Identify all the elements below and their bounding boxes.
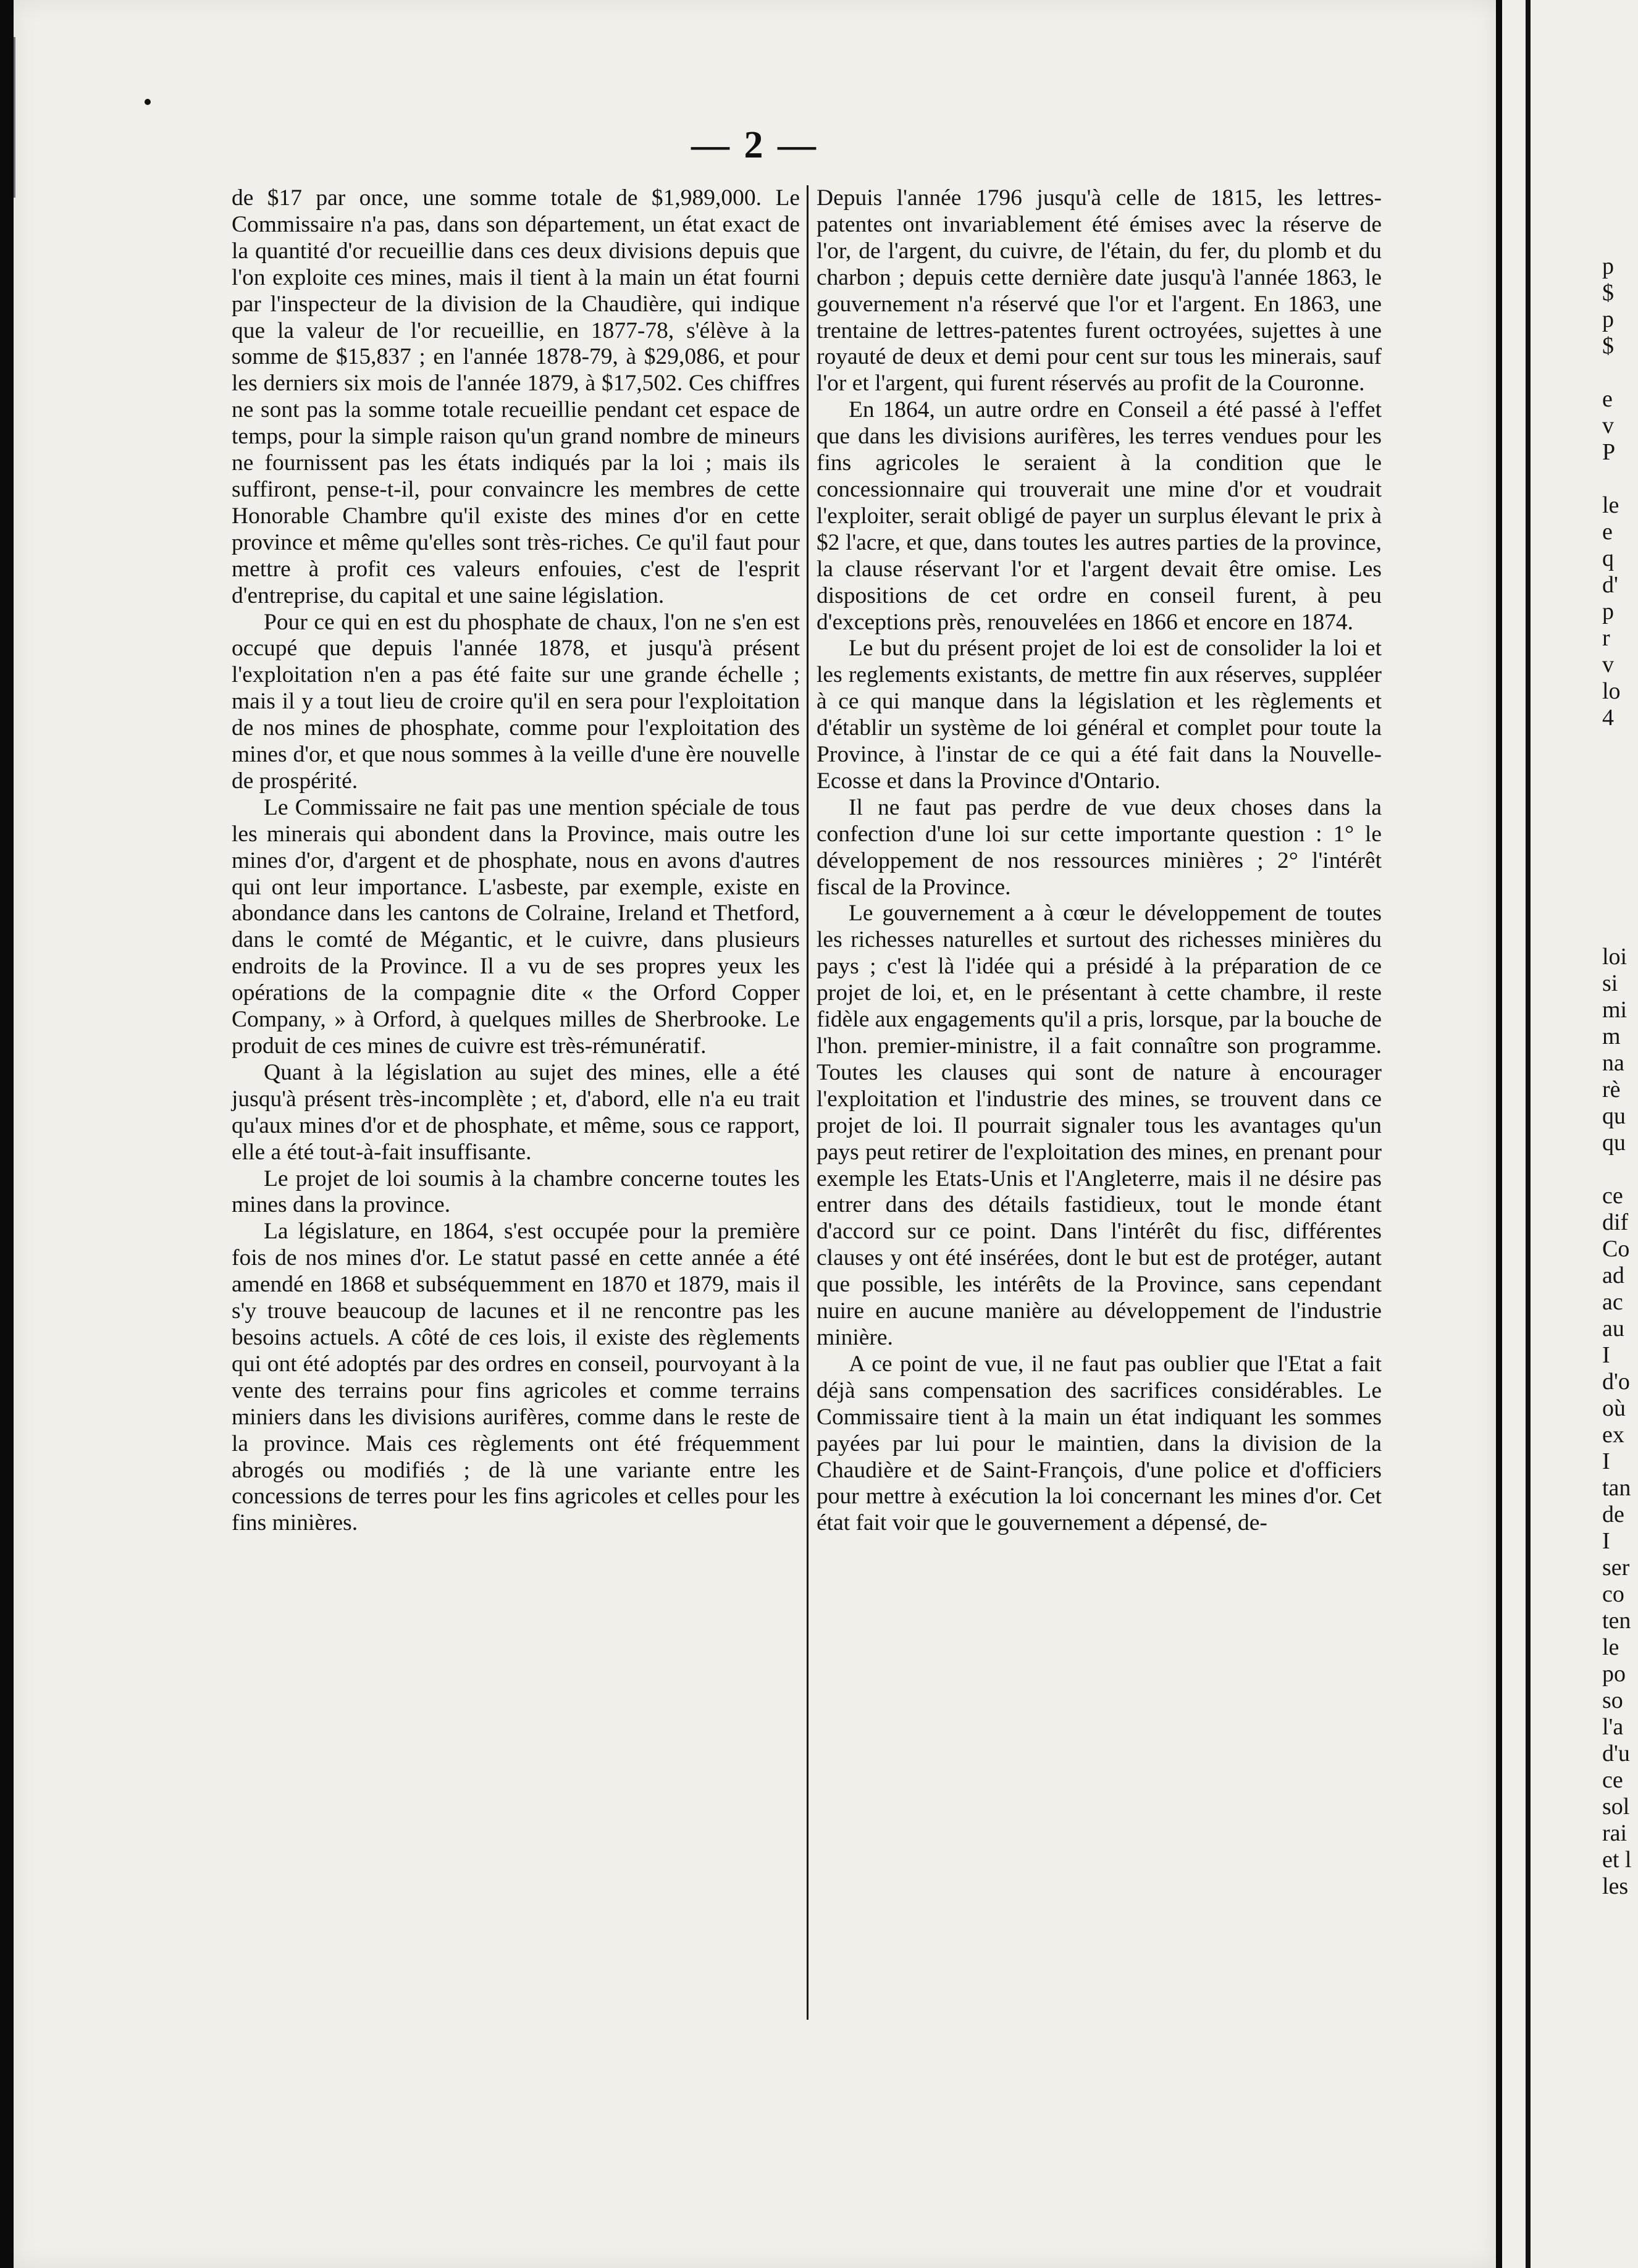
adjacent-page-line: I [1602, 1448, 1610, 1474]
adjacent-page-line: p [1602, 598, 1614, 624]
right-paragraph-3: Le but du présent projet de loi est de consolider la loi et les reglements existants, de mettre fin aux réserves, suppléer à ce qui manque dans la législation et les règlements et d'établir un système de loi général et complet pour toute la Province, à l'instar de ce qui a été fait dans la Nouvelle-Ecosse et dans la Province d'Ontario. [817, 636, 1382, 794]
adjacent-page-line: qu [1602, 1103, 1626, 1129]
adjacent-page-line: Co [1602, 1236, 1630, 1262]
adjacent-page-line: d'u [1602, 1741, 1630, 1766]
scan-speck [145, 99, 151, 105]
adjacent-page-line: e [1602, 386, 1613, 412]
adjacent-page-line: d' [1602, 572, 1618, 598]
adjacent-page-line: rè [1602, 1077, 1621, 1102]
left-paragraph-1: de $17 par once, une somme totale de $1,989,000. Le Commissaire n'a pas, dans son département, un état exact de la quantité d'or recueillie dans ces deux divisions depuis que l'on exploite ces mines, mais il tient à la main un état fourni par l'inspecteur de la division de la Chaudière, qui indique que la valeur de l'or recueillie, en 1877-78, s'élève à la somme de $15,837 ; en l'année 1878-79, à $29,086, et pour les derniers six mois de l'année 1879, à $17,502. Ces chiffres ne sont pas la somme totale recueillie pendant cet espace de temps, pour la simple raison qu'un grand nombre de mineurs ne fournissent pas les états indiqués par la loi ; mais ils suffiront, pense-t-il, pour convaincre les membres de cette Honorable Chambre qu'il existe des mines d'or en cette province et même qu'elles sont très-riches. Ce qu'il faut pour mettre à profit ces valeurs enfouies, c'est de l'esprit d'entreprise, du capital et une saine législation. [232, 185, 800, 608]
left-paragraph-5: Le projet de loi soumis à la chambre concerne toutes les mines dans la province. [232, 1166, 800, 1218]
adjacent-page-line: 4 [1602, 705, 1614, 731]
adjacent-page-line: q [1602, 545, 1614, 571]
left-paragraph-4: Quant à la législation au sujet des mines, elle a été jusqu'à présent très-incomplète ; et, d'abord, elle n'a eu trait qu'aux mines d'or et de phosphate, et même, sous ce rapport, elle a été tout-à-fait insuffisante. [232, 1059, 800, 1165]
right-paragraph-5: Le gouvernement a à cœur le développement de toutes les richesses naturelles et surtout des richesses minières du pays ; c'est là l'idée qui a présidé à la préparation de ce projet de loi, et, en le présentant à cette chambre, il reste fidèle aux engagements qu'il a pris, lorsque, par la bouche de l'hon. premier-ministre, il a fait connaître son programme. Toutes les clauses qui sont de nature à encourager l'exploitation et l'industrie des mines, se trouvent dans ce projet de loi. Il pourrait signaler tous les avantages qu'un pays peut retirer de l'exploitation des mines, en prenant pour exemple les Etats-Unis et l'Angleterre, mais il ne désire pas entrer dans des détails fastidieux, tout le monde étant d'accord sur ce point. Dans l'intérêt du fisc, différentes clauses y ont été insérées, dont le but est de protéger, autant que possible, les intérêts de la Province, sans cependant nuire en aucune manière au développement de l'industrie minière. [817, 901, 1382, 1350]
adjacent-page-line: d'o [1602, 1369, 1630, 1395]
page-number: — 2 — [691, 124, 818, 166]
adjacent-page-line: si [1602, 970, 1618, 996]
adjacent-page-line: où [1602, 1395, 1626, 1421]
adjacent-page-line: m [1602, 1023, 1621, 1049]
right-column [817, 185, 1382, 1537]
adjacent-page-line: v [1602, 413, 1614, 439]
right-paragraph-6: A ce point de vue, il ne faut pas oublier que l'Etat a fait déjà sans compensation des sacrifices considérables. Le Commissaire tient à la main un état indiquant les sommes payées par lui pour le maintien, dans la division de la Chaudière et de Saint-François, d'une police et d'officiers pour mettre à exécution la loi concernant les mines d'or. Cet état fait voir que le gouvernement a dépensé, de- [817, 1351, 1382, 1536]
left-paragraph-2: Pour ce qui en est du phosphate de chaux, l'on ne s'en est occupé que depuis l'année 1878, et jusqu'à présent l'exploitation n'en a pas été faite sur une grande échelle ; mais il y a tout lieu de croire qu'il en sera pour l'exploitation de nos mines de phosphate, comme pour l'exploitation des mines d'or, et que nous sommes à la veille d'une ère nouvelle de prospérité. [232, 609, 800, 794]
adjacent-page-line: $ [1602, 333, 1614, 359]
adjacent-page-line: l'a [1602, 1714, 1624, 1740]
adjacent-page-line: v [1602, 652, 1614, 678]
adjacent-page-line: les [1602, 1873, 1629, 1899]
right-paragraph-4: Il ne faut pas perdre de vue deux choses dans la confection d'une loi sur cette importante question : 1° le développement de nos ressources minières ; 2° l'intérêt fiscal de la Province. [817, 794, 1382, 900]
adjacent-page-line: le [1602, 1634, 1619, 1660]
adjacent-page-line: na [1602, 1050, 1624, 1076]
adjacent-page-line: au [1602, 1316, 1624, 1342]
adjacent-page-line: tan [1602, 1475, 1631, 1501]
adjacent-page-line: P [1602, 439, 1616, 465]
adjacent-page-line: p [1602, 253, 1614, 279]
adjacent-page-line: so [1602, 1687, 1623, 1713]
left-paragraph-3: Le Commissaire ne fait pas une mention spéciale de tous les minerais qui abondent dans la Province, mais outre les mines d'or, d'argent et de phosphate, nous en avons d'autres qui ont leur importance. L'asbeste, par exemple, existe en abondance dans les cantons de Colraine, Ireland et Thetford, dans le comté de Mégantic, et le cuivre, dans plusieurs endroits de la Province. Il a vu de ses propres yeux les opérations de la compagnie dite « the Orford Copper Company, » à Orford, à quelques milles de Sherbrooke. Le produit de ces mines de cuivre est très-rémunératif. [232, 794, 800, 1059]
adjacent-page-line: r [1602, 625, 1610, 651]
adjacent-page-line: et l [1602, 1847, 1632, 1873]
adjacent-page-line: lo [1602, 678, 1621, 704]
right-paragraph-1: Depuis l'année 1796 jusqu'à celle de 1815, les lettres-patentes ont invariablement été émises avec la réserve de l'or, de l'argent, du cuivre, de l'étain, du fer, du plomb et du charbon ; depuis cette dernière date jusqu'à l'année 1863, le gouvernement n'a réservé que l'or et l'argent. En 1863, une trentaine de lettres-patentes furent octroyées, sujettes à une royauté de deux et demi pour cent sur tous les minerais, sauf l'or et l'argent, qui furent réservés au profit de la Couronne. [817, 185, 1382, 397]
adjacent-page-line: ac [1602, 1289, 1623, 1315]
adjacent-page-line: loi [1602, 944, 1628, 970]
adjacent-page-line: ce [1602, 1767, 1623, 1793]
adjacent-page-line: mi [1602, 997, 1628, 1023]
adjacent-page-line: qu [1602, 1130, 1626, 1156]
right-paragraph-2: En 1864, un autre ordre en Conseil a été passé à l'effet que dans les divisions aurifères, les terres vendues pour les fins agricoles le seraient à la condition que le concessionnaire qui trouverait une mine d'or et voudrait l'exploiter, serait obligé de payer un surplus élevant le prix à $2 l'acre, et que, dans toutes les autres parties de la province, la clause réservant l'or et l'argent devait être omise. Les dispositions de cet ordre en conseil furent, à peu d'exceptions près, renouvelées en 1866 et encore en 1874. [817, 397, 1382, 635]
adjacent-page-line: ce [1602, 1183, 1623, 1209]
adjacent-page-line: ex [1602, 1422, 1624, 1448]
adjacent-page-line: co [1602, 1581, 1624, 1607]
adjacent-page-line: ten [1602, 1608, 1631, 1634]
adjacent-page-line: $ [1602, 280, 1614, 306]
adjacent-page-line: sol [1602, 1794, 1630, 1820]
adjacent-page-line: I [1602, 1342, 1610, 1368]
adjacent-page-line: ad [1602, 1262, 1624, 1288]
adjacent-page-line: rai [1602, 1820, 1628, 1846]
left-paragraph-6: La législature, en 1864, s'est occupée pour la première fois de nos mines d'or. Le statut passé en cette année a été amendé en 1868 et subséquemment en 1870 et 1879, mais il s'y trouve beaucoup de lacunes et il ne rencontre pas les besoins actuels. A côté de ces lois, il existe des règlements qui ont été adoptés par des ordres en conseil, pourvoyant à la vente des terrains pour fins agricoles et comme terrains miniers dans les divisions aurifères, comme dans le reste de la province. Mais ces règlements ont été fréquemment abrogés ou modifiés ; de là une variante entre les concessions de terres pour les fins agricoles et celles pour les fins minières. [232, 1219, 800, 1536]
adjacent-page-line: dif [1602, 1209, 1629, 1235]
scan-margin-mark [14, 37, 28, 198]
column-divider [807, 185, 808, 2020]
adjacent-page-line: po [1602, 1661, 1626, 1687]
adjacent-page-line: e [1602, 519, 1613, 545]
adjacent-page-line: ser [1602, 1555, 1630, 1581]
adjacent-page-line: de [1602, 1502, 1624, 1527]
adjacent-page-border [1526, 0, 1531, 2268]
adjacent-page-line: le [1602, 492, 1619, 518]
left-column [232, 185, 800, 1537]
adjacent-page-line: p [1602, 306, 1614, 332]
adjacent-page-line: I [1602, 1528, 1610, 1554]
